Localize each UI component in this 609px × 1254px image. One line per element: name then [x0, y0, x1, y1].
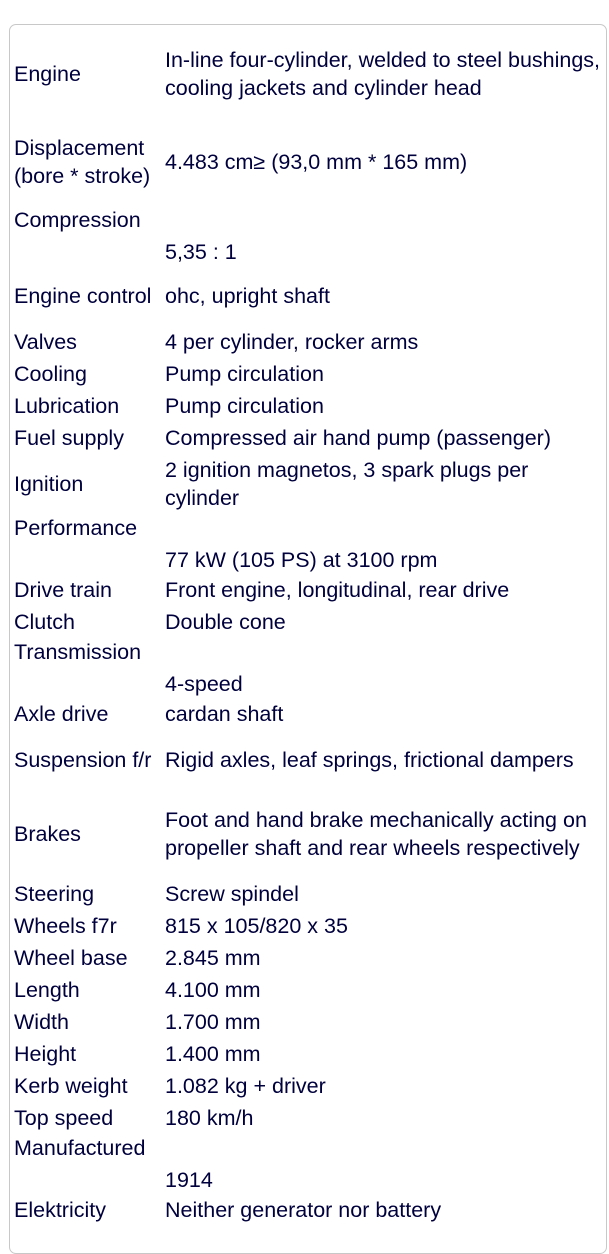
- spec-label: Steering: [14, 882, 95, 906]
- spec-row-transmission: [14, 638, 603, 698]
- spec-label: Compression: [14, 208, 141, 232]
- spec-label: Cooling: [14, 362, 87, 386]
- spec-value: Foot and hand brake mechanically acting on propeller shaft and rear wheels respectively: [165, 808, 587, 860]
- spec-row-kerb-weight: [14, 1070, 603, 1102]
- spec-label: Wheels f7r: [14, 914, 117, 938]
- spec-value: 1.082 kg + driver: [165, 1074, 326, 1098]
- spec-label: Fuel supply: [14, 426, 124, 450]
- spec-row-height: [14, 1038, 603, 1070]
- spec-row-length: [14, 974, 603, 1006]
- spec-row-lubrication: [14, 390, 603, 422]
- spec-label: Drive train: [14, 578, 112, 602]
- spec-row-brakes: [14, 790, 603, 878]
- spec-value: cardan shaft: [165, 702, 284, 726]
- spec-row-engine: [14, 30, 603, 118]
- spec-value: 4.100 mm: [165, 978, 261, 1002]
- spec-row-valves: [14, 326, 603, 358]
- spec-row-fuel-supply: [14, 422, 603, 454]
- spec-row-drive-train: [14, 574, 603, 606]
- spec-label: Length: [14, 978, 80, 1002]
- spec-label: Lubrication: [14, 394, 120, 418]
- spec-label: Performance: [14, 516, 138, 540]
- spec-value: In-line four-cylinder, welded to steel bushings, cooling jackets and cylinder head: [165, 48, 601, 100]
- spec-row-compression: [14, 206, 603, 266]
- spec-value: Pump circulation: [165, 362, 324, 386]
- spec-value: 1.400 mm: [165, 1042, 261, 1066]
- spec-row-clutch: [14, 606, 603, 638]
- spec-label: Displacement (bore * stroke): [14, 136, 151, 188]
- spec-label: Engine control: [14, 284, 152, 308]
- spec-row-displacement: [14, 118, 603, 206]
- spec-value: 4-speed: [165, 672, 243, 696]
- spec-label: Suspension f/r: [14, 748, 152, 772]
- spec-value: 4.483 cm≥ (93,0 mm * 165 mm): [165, 150, 468, 174]
- spec-row-engine-control: [14, 266, 603, 326]
- spec-row-ignition: [14, 454, 603, 514]
- spec-label: Clutch: [14, 610, 75, 634]
- spec-value: Compressed air hand pump (passenger): [165, 426, 552, 450]
- spec-value: 180 km/h: [165, 1106, 254, 1130]
- spec-row-manufactured: [14, 1134, 603, 1194]
- spec-value: 815 x 105/820 x 35: [165, 914, 348, 938]
- spec-row-wheel-base: [14, 942, 603, 974]
- spec-row-axle-drive: [14, 698, 603, 730]
- spec-label: Width: [14, 1010, 69, 1034]
- spec-value: Front engine, longitudinal, rear drive: [165, 578, 510, 602]
- spec-label: Transmission: [14, 640, 142, 664]
- spec-value: 5,35 : 1: [165, 240, 237, 264]
- spec-label: Manufactured: [14, 1136, 146, 1160]
- spec-label: Kerb weight: [14, 1074, 128, 1098]
- spec-value: ohc, upright shaft: [165, 284, 330, 308]
- spec-label: Ignition: [14, 472, 84, 496]
- spec-value: Double cone: [165, 610, 286, 634]
- spec-label: Wheel base: [14, 946, 128, 970]
- spec-value: Pump circulation: [165, 394, 324, 418]
- spec-row-top-speed: [14, 1102, 603, 1134]
- spec-label: Brakes: [14, 822, 81, 846]
- spec-row-elektricity: [14, 1194, 603, 1226]
- spec-value: Rigid axles, leaf springs, frictional dampers: [165, 748, 574, 772]
- spec-value: Screw spindel: [165, 882, 299, 906]
- spec-row-cooling: [14, 358, 603, 390]
- spec-label: Axle drive: [14, 702, 109, 726]
- spec-label: Elektricity: [14, 1198, 106, 1222]
- specifications-table: [14, 30, 603, 1226]
- spec-value: 4 per cylinder, rocker arms: [165, 330, 419, 354]
- spec-row-steering: [14, 878, 603, 910]
- spec-value: 1.700 mm: [165, 1010, 261, 1034]
- spec-value: 77 kW (105 PS) at 3100 rpm: [165, 548, 438, 572]
- spec-label: Height: [14, 1042, 77, 1066]
- spec-value: Neither generator nor battery: [165, 1198, 442, 1222]
- spec-value: 2 ignition magnetos, 3 spark plugs per cylinder: [165, 458, 529, 510]
- spec-label: Engine: [14, 62, 81, 86]
- spec-row-wheels: [14, 910, 603, 942]
- spec-value: 1914: [165, 1168, 213, 1192]
- spec-label: Top speed: [14, 1106, 114, 1130]
- spec-row-performance: [14, 514, 603, 574]
- spec-row-suspension: [14, 730, 603, 790]
- spec-label: Valves: [14, 330, 77, 354]
- spec-row-width: [14, 1006, 603, 1038]
- spec-value: 2.845 mm: [165, 946, 261, 970]
